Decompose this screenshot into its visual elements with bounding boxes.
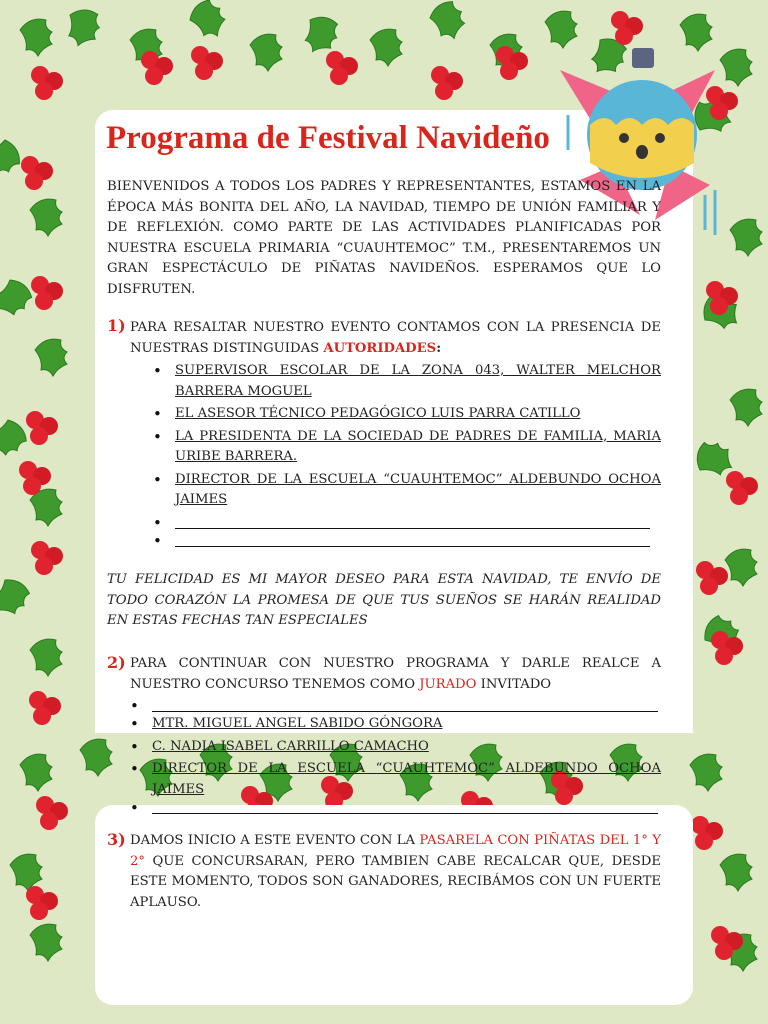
section2-highlight: JURADO [419, 676, 477, 692]
blank-line [130, 696, 661, 712]
list-item: • DIRECTOR DE LA ESCUELA “CUAUHTEMOC” ALDEBUNDO OCHOA JAIMES [153, 470, 661, 511]
section3-text-a: DAMOS INICIO A ESTE EVENTO CON LA [130, 833, 420, 848]
section1-text-b: : [436, 340, 442, 356]
section2-text-a: PARA CONTINUAR CON NUESTRO PROGRAMA Y DARLE REALCE A NUESTRO CONCURSO TENEMOS COMO [130, 656, 661, 692]
list-item: • EL ASESOR TÉCNICO PEDAGÓGICO LUIS PARRA CATILLO [153, 404, 661, 425]
authorities-list [153, 361, 661, 547]
section2-text-b: INVITADO [476, 676, 552, 692]
section3-text-b: QUE CONCURSARAN, PERO TAMBIEN CABE RECALCAR QUE, DESDE ESTE MOMENTO, TODOS SON GANADORES, RECIBÁMOS CON UN FUERTE APLAUSO. [130, 853, 661, 910]
list-item: • LA PRESIDENTA DE LA SOCIEDAD DE PADRES DE FAMILIA, MARIA URIBE BARRERA. [153, 427, 661, 468]
blank-line [153, 531, 661, 547]
section1-highlight: AUTORIDADES [323, 340, 437, 356]
jury-list [130, 696, 661, 814]
quote-text: TU FELICIDAD ES MI MAYOR DESEO PARA ESTA NAVIDAD, TE ENVÍO DE TODO CORAZÓN LA PROMESA DE QUE TUS SUEÑOS SE HARÁN REALIDAD EN ESTAS FECHAS TAN ESPECIALES [107, 572, 661, 628]
list-item: • C. NADIA ISABEL CARRILLO CAMACHO [130, 737, 661, 758]
list-item: • DIRECTOR DE LA ESCUELA “CUAUHTEMOC” ALDEBUNDO OCHOA JAIMES [130, 759, 661, 800]
section1-text [130, 318, 661, 359]
section-number: 1) [107, 316, 126, 335]
blank-line [130, 798, 661, 814]
section3-highlight: PASARELA CON PIÑATAS DEL 1° Y 2° [130, 833, 661, 869]
list-item: • SUPERVISOR ESCOLAR DE LA ZONA 043, WALTER MELCHOR BARRERA MOGUEL [153, 361, 661, 402]
section1-text-a: PARA RESALTAR NUESTRO EVENTO CONTAMOS CON LA PRESENCIA DE NUESTRAS DISTINGUIDAS [130, 320, 661, 356]
list-item: • MTR. MIGUEL ANGEL SABIDO GÓNGORA [130, 714, 661, 735]
section2-text [130, 654, 661, 695]
page-title: Programa de Festival Navideño [106, 120, 550, 156]
section-number: 3) [107, 830, 126, 849]
intro-paragraph: BIENVENIDOS A TODOS LOS PADRES Y REPRESENTANTES, ESTAMOS EN LA ÉPOCA MÁS BONITA DEL AÑO, LA NAVIDAD, TIEMPO DE UNIÓN FAMILIAR Y DE REFLEXIÓN. COMO PARTE DE LAS ACTIVIDADES PLANIFICADAS POR NUESTRA ESCUELA PRIMARIA “CUAUHTEMOC” T.M., PRESENTAREMOS UN GRAN ESPECTÁCULO DE PIÑATAS NAVIDEÑOS. ESPERAMOS QUE LO DISFRUTEN. [107, 179, 661, 297]
blank-line [153, 513, 661, 529]
section3-text [130, 831, 661, 913]
section-number: 2) [107, 653, 126, 672]
